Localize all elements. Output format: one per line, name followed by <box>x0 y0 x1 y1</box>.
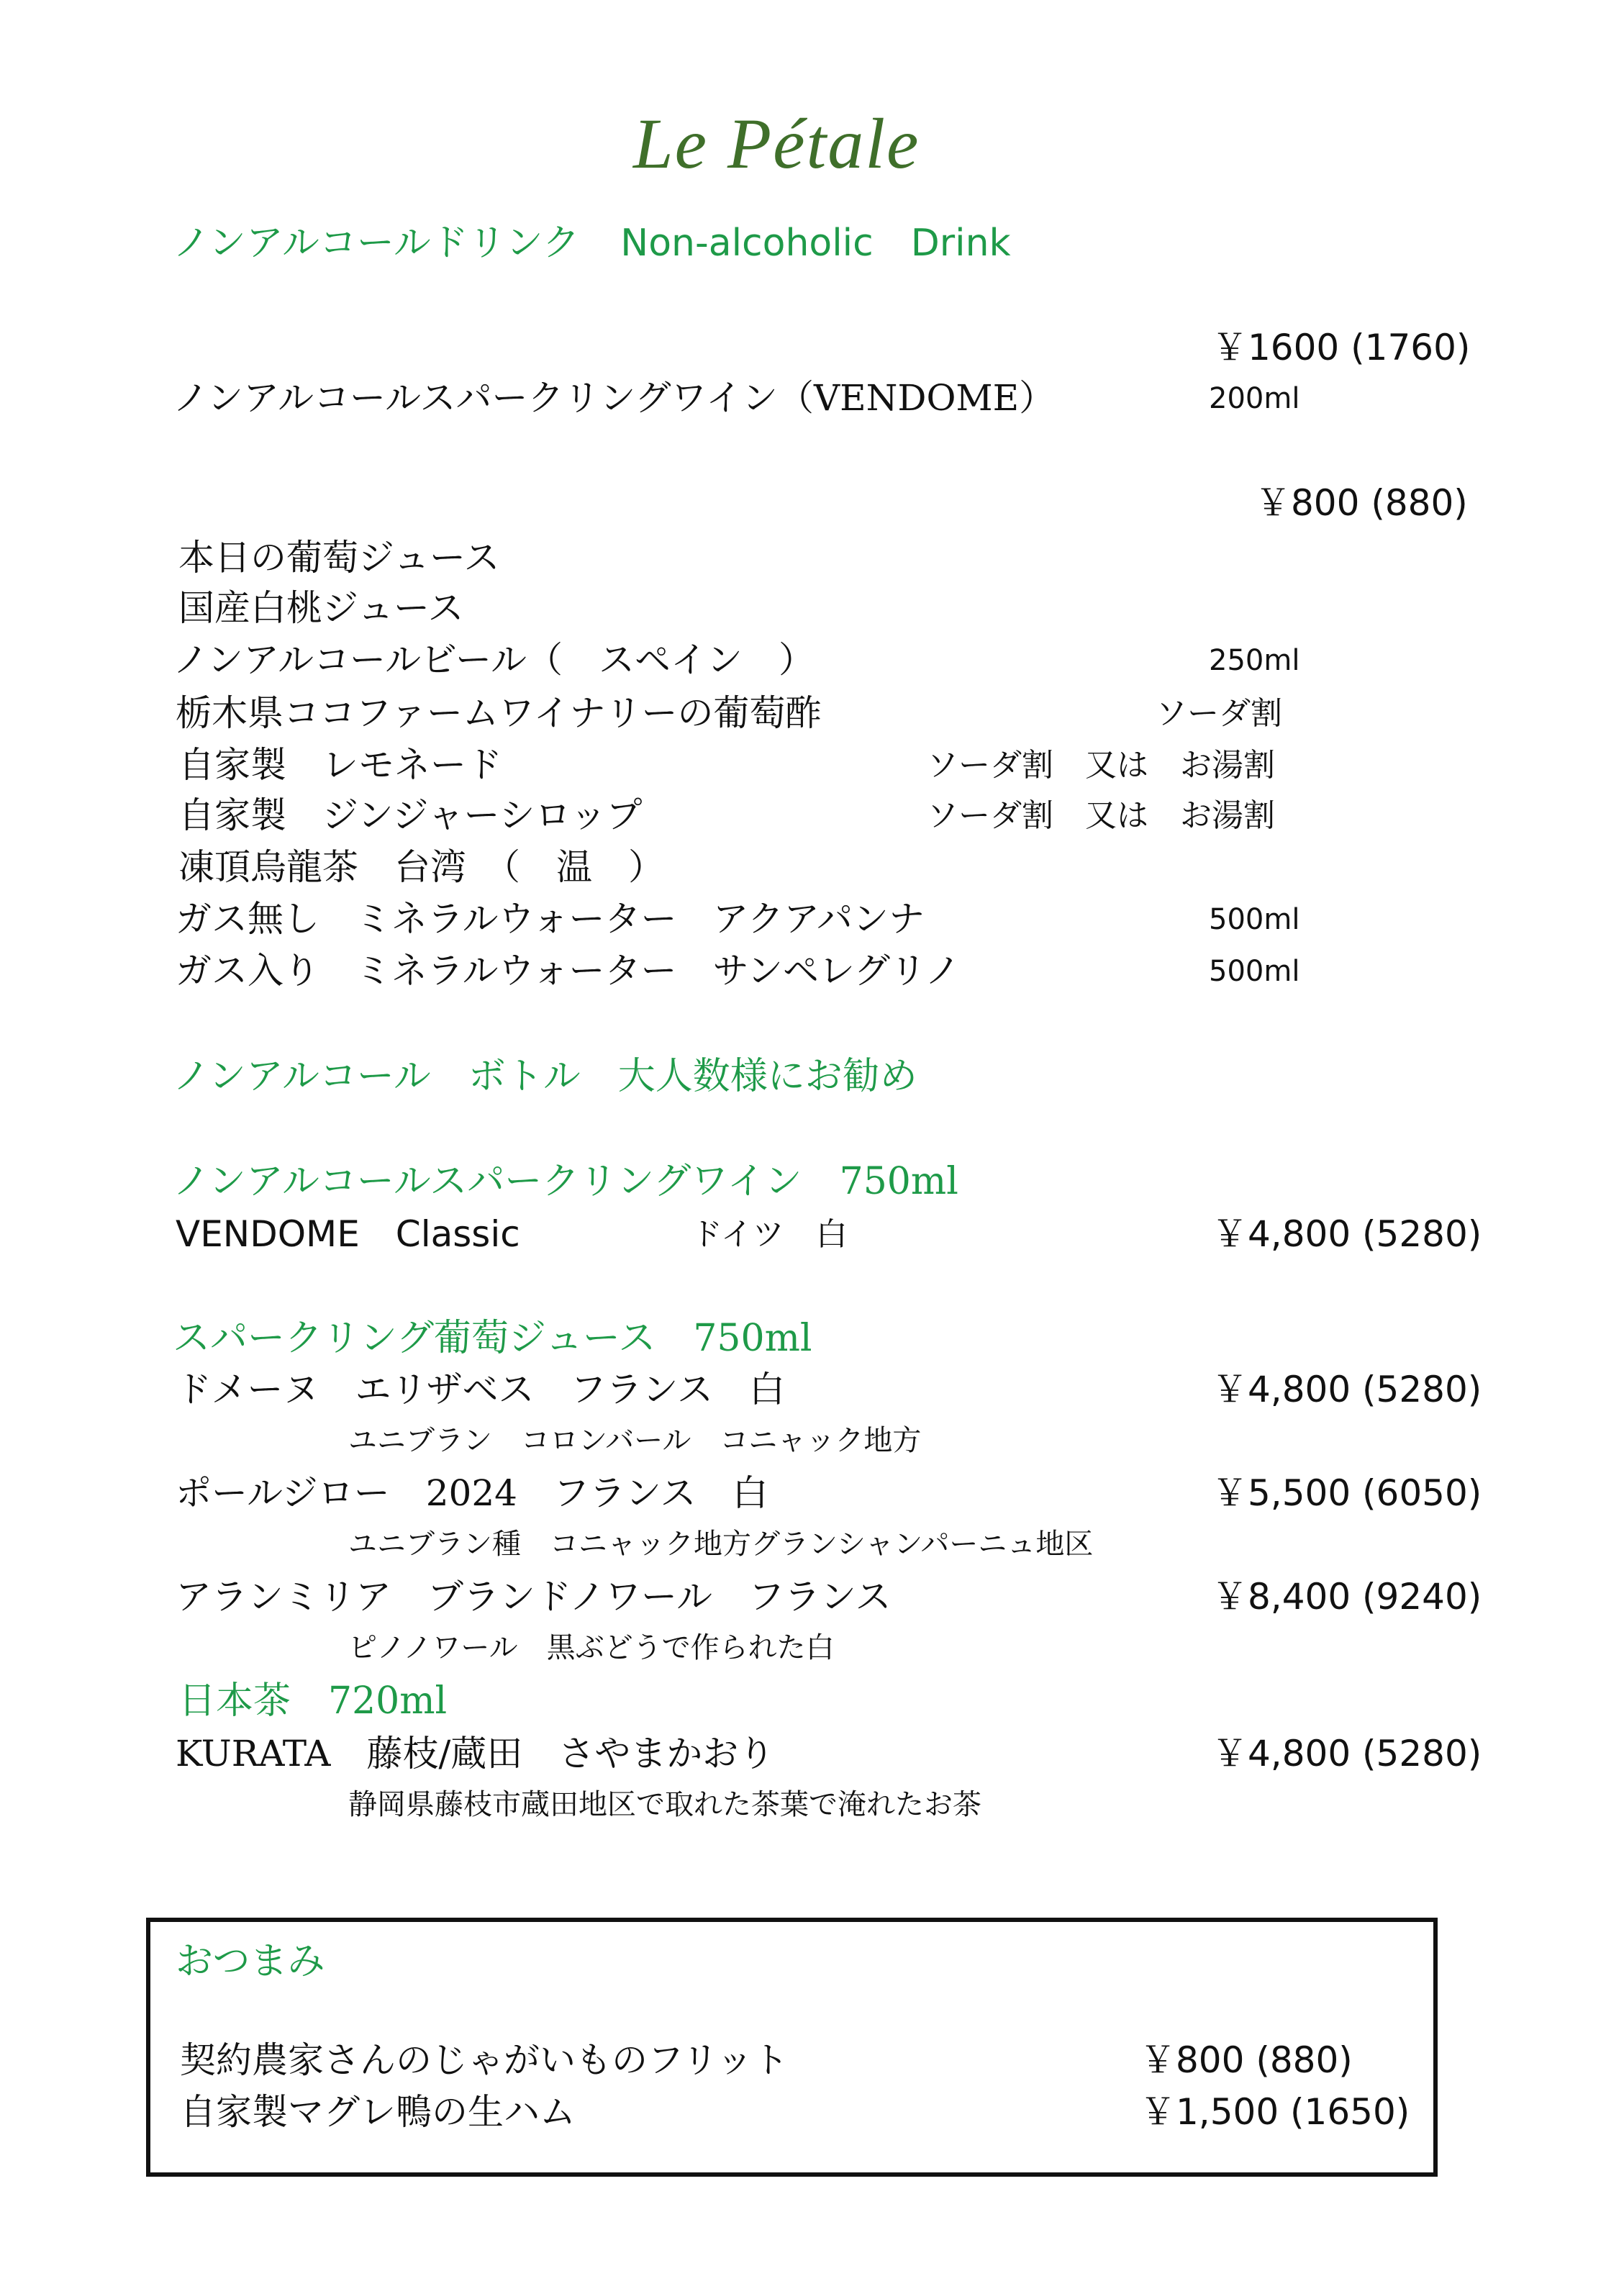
list-item: 国産白桃ジュース <box>178 587 464 629</box>
list-item: ノンアルコールビール（ スペイン ） <box>173 639 815 681</box>
restaurant-logo <box>633 104 920 183</box>
sparkling-wine-name: ノンアルコールスパークリングワイン（VENDOME） <box>173 377 1056 419</box>
tea-item-desc: 静岡県藤枝市蔵田地区で取れた茶葉で淹れたお茶 <box>348 1788 981 1821</box>
tea-heading: 日本茶 720ml <box>178 1679 448 1723</box>
grape-item-name: ポールジロー 2024 フランス 白 <box>176 1472 768 1514</box>
list-item-note: ソーダ割 又は お湯割 <box>927 797 1275 834</box>
group2-price: ￥800 (880) <box>1255 482 1468 524</box>
list-item-note: 250ml <box>1209 644 1300 677</box>
grape-item-price: ￥8,400 (9240) <box>1212 1576 1482 1618</box>
group1-price: ￥1600 (1760) <box>1212 327 1471 368</box>
sparkling-heading: ノンアルコールスパークリングワイン 750ml <box>173 1160 958 1203</box>
list-item-note: 500ml <box>1209 903 1300 936</box>
vendome-price: ￥4,800 (5280) <box>1212 1213 1482 1255</box>
list-item: ガス入り ミネラルウォーター サンペレグリノ <box>176 950 961 992</box>
list-item: 自家製 ジンジャーシロップ <box>178 794 643 836</box>
logo-text: Le Pétale <box>633 104 920 183</box>
list-item: 栃木県ココファームワイナリーの葡萄酢 <box>176 692 822 734</box>
vendome-origin: ドイツ 白 <box>691 1216 848 1253</box>
list-item-note: 500ml <box>1209 955 1300 988</box>
nonalcoholic-heading-jp: ノンアルコールドリンク <box>173 222 580 265</box>
snack-item-name: 契約農家さんのじゃがいものフリット <box>180 2039 789 2081</box>
grape-item-desc: ピノノワール 黒ぶどうで作られた白 <box>348 1631 835 1664</box>
grape-item-name: アランミリア ブランドノワール フランス <box>176 1576 892 1618</box>
snacks-heading: おつまみ <box>176 1940 325 1983</box>
vendome-name: VENDOME Classic <box>176 1213 520 1255</box>
grape-item-desc: ユニブラン種 コニャック地方グランシャンパーニュ地区 <box>348 1528 1094 1561</box>
bottle-heading: ノンアルコール ボトル 大人数様にお勧め <box>173 1055 917 1098</box>
snack-item-price: ￥800 (880) <box>1140 2039 1353 2081</box>
snack-item-price: ￥1,500 (1650) <box>1140 2091 1410 2133</box>
snack-item-name: 自家製マグレ鴨の生ハム <box>180 2091 576 2133</box>
tea-item-price: ￥4,800 (5280) <box>1212 1733 1482 1774</box>
list-item: 自家製 レモネード <box>178 744 502 786</box>
nonalcoholic-heading <box>173 222 1011 265</box>
grape-item-desc: ユニブラン コロンバール コニャック地方 <box>348 1424 922 1457</box>
list-item: ガス無し ミネラルウォーター アクアパンナ <box>176 898 925 940</box>
grape-item-price: ￥4,800 (5280) <box>1212 1369 1482 1410</box>
grape-item-name: ドメーヌ エリザベス フランス 白 <box>176 1369 785 1410</box>
list-item-note: ソーダ割 <box>1156 695 1282 732</box>
nonalcoholic-heading-en: Non-alcoholic Drink <box>620 222 1011 265</box>
list-item: 本日の葡萄ジュース <box>178 537 500 579</box>
grape-item-price: ￥5,500 (6050) <box>1212 1472 1482 1514</box>
list-item: 凍頂烏龍茶 台湾 （ 温 ） <box>178 846 664 888</box>
grape-heading: スパークリング葡萄ジュース 750ml <box>173 1317 812 1360</box>
sparkling-wine-volume: 200ml <box>1209 382 1300 415</box>
list-item-note: ソーダ割 又は お湯割 <box>927 747 1275 784</box>
tea-item-name: KURATA 藤枝/蔵田 さやまかおり <box>176 1733 775 1774</box>
